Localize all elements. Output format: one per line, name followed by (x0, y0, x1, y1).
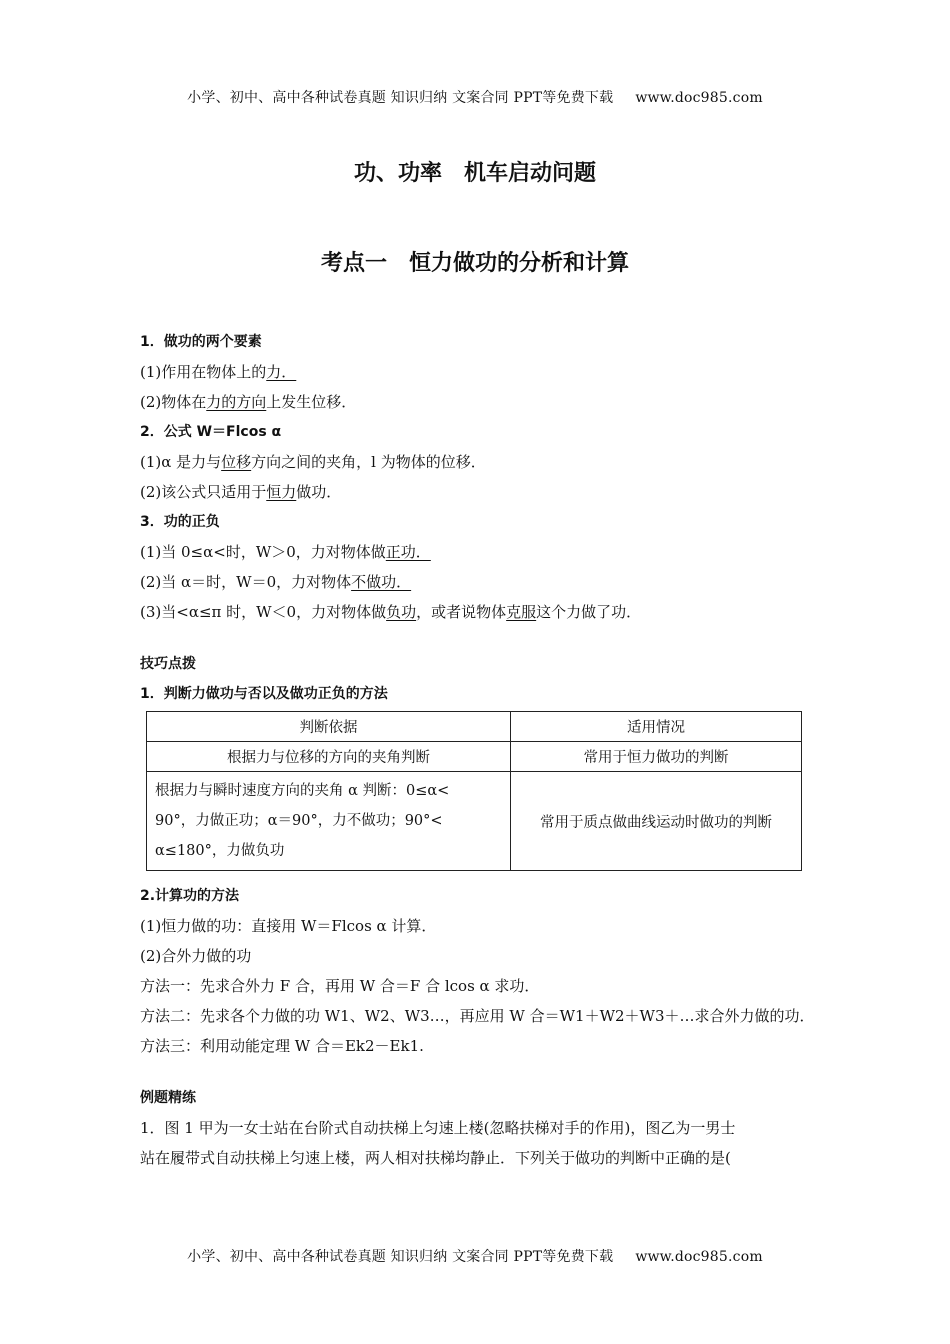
underlined-answer: 不做功． (351, 573, 412, 591)
judgment-table (146, 711, 802, 871)
underlined-answer: 位移 (221, 453, 252, 471)
text-line: 方法一：先求合外力 F 合，再用 W 合＝F 合 lcos α 求功． (140, 977, 540, 995)
footer-url: www.doc985.com (635, 1249, 763, 1265)
cell-line: 根据力与瞬时速度方向的夹角 α 判断：0≤α< (155, 783, 450, 799)
footer-text: 小学、初中、高中各种试卷真题 知识归纳 文案合同 PPT等免费下载 (187, 1249, 614, 1265)
page-footer (0, 1246, 950, 1266)
text-line (140, 567, 820, 597)
underlined-answer: 力． (266, 363, 297, 381)
header-text: 小学、初中、高中各种试卷真题 知识归纳 文案合同 PPT等免费下载 (187, 90, 614, 106)
header-url: www.doc985.com (635, 90, 763, 106)
text-line: 1．图 1 甲为一女士站在台阶式自动扶梯上匀速上楼(忽略扶梯对手的作用)，图乙为一男士 (140, 1119, 736, 1137)
tips-subheading: 1．判断力做功与否以及做功正负的方法 (140, 686, 388, 702)
heading-elements: 1．做功的两个要素 (140, 334, 262, 350)
text: (2)当 α＝时，W＝0，力对物体 (140, 573, 352, 591)
underlined-answer: 克服 (506, 603, 537, 621)
underlined-answer: 正功． (385, 543, 431, 561)
text: 这个力做了功． (536, 603, 642, 621)
text: (3)当<α≤π 时，W＜0，力对物体做 (140, 603, 387, 621)
table-cell: 常用于质点做曲线运动时做功的判断 (510, 772, 801, 871)
text: (2)物体在 (140, 393, 207, 411)
text: 上发生位移． (266, 393, 357, 411)
text-line: 站在履带式自动扶梯上匀速上楼，两人相对扶梯均静止．下列关于做功的判断中正确的是( (140, 1149, 731, 1167)
text: 做功． (296, 483, 342, 501)
table-row (147, 742, 802, 772)
text: (1)作用在物体上的 (140, 363, 267, 381)
heading-formula: 2．公式 W＝Flcos α (140, 424, 282, 440)
main-content (140, 327, 820, 1173)
table-header-cell: 判断依据 (147, 712, 511, 742)
document-title: 功、功率 机车启动问题 (353, 161, 596, 186)
text-line (140, 537, 820, 567)
underlined-answer: 负功 (386, 603, 417, 621)
text-line: (2)合外力做的功 (140, 947, 252, 965)
text: (1)当 0≤α<时，W＞0，力对物体做 (140, 543, 386, 561)
tips-heading: 技巧点拨 (140, 656, 196, 672)
text-line (140, 597, 820, 627)
text: 方向之间的夹角，l 为物体的位移． (251, 453, 486, 471)
text-line (140, 477, 820, 507)
table-row (147, 772, 802, 871)
cell-line: α≤180°，力做负功 (155, 843, 285, 859)
calc-heading: 2.计算功的方法 (140, 888, 240, 904)
text-line (140, 447, 820, 477)
heading-sign: 3．功的正负 (140, 514, 220, 530)
text-line: 方法二：先求各个力做的功 W1、W2、W3…，再应用 W 合＝W1＋W2＋W3＋…求合外力做的功． (140, 1007, 815, 1025)
underlined-answer: 力的方向 (206, 393, 267, 411)
underlined-answer: 恒力 (266, 483, 297, 501)
example-heading: 例题精练 (140, 1090, 196, 1106)
section-title: 考点一 恒力做功的分析和计算 (320, 251, 629, 276)
table-cell: 根据力与位移的方向的夹角判断 (147, 742, 511, 772)
text-line (140, 387, 820, 417)
table-header-cell: 适用情况 (510, 712, 801, 742)
text: (1)α 是力与 (140, 453, 222, 471)
table-header-row (147, 712, 802, 742)
page-header (0, 87, 950, 107)
text-line: (1)恒力做的功：直接用 W＝Flcos α 计算． (140, 917, 437, 935)
table-cell (147, 772, 511, 871)
cell-line: 90°，力做正功；α＝90°，力不做功；90°< (155, 813, 443, 829)
table-cell: 常用于恒力做功的判断 (510, 742, 801, 772)
text: ，或者说物体 (416, 603, 507, 621)
text-line: 方法三：利用动能定理 W 合＝Ek2－Ek1. (140, 1037, 424, 1055)
text: (2)该公式只适用于 (140, 483, 267, 501)
text-line (140, 357, 820, 387)
